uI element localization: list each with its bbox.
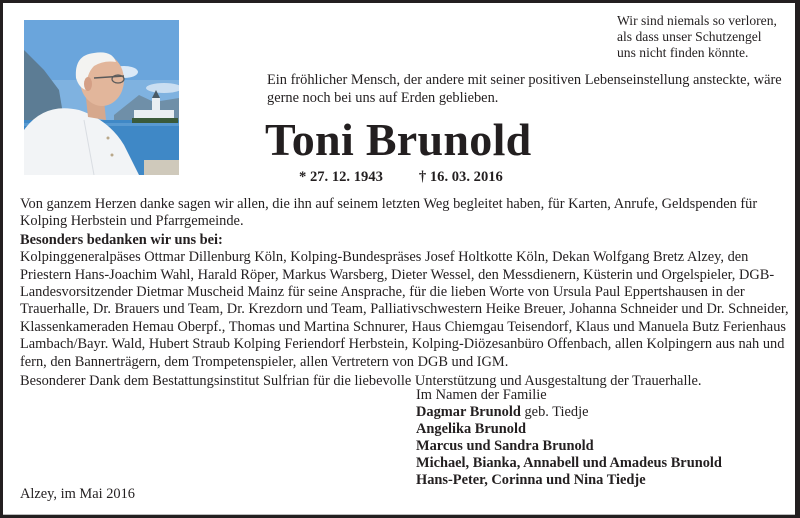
thanks-list: Kolpinggeneralpäses Ottmar Dillenburg Köln, Kolping-Bundespräses Josef Holtkotte Köln, Dekan Wolfgang Bretz Alzey, den Priestern Hans-Joachim Wahl, Harald Röper, Markus Warsberg, Dieter Wessel, den Messdienern, Küsterin und Orgelspieler, DGB-Landesvorsitzender Dietmar Muscheid Mainz für seine Ansprache, für die lieben Worte von Ursula Paul Eppertshausen in der Trauerhalle, Dr. Brauers und Team, Dr. Krezdorn und Team, Palliativschwestern Heike Breuer, Johanna Schneider und Dr. Schneider, Klassenkameraden Hemau Oberpf., Thomas und Martina Schnurer, Haus Chiemgau Teisendorf, Klaus und Manuela Butz Ferienhaus Lambach/Bayr. Wald, Hubert Straub Kolping Feriendorf Herbstein, Kolping-Diözesanbüro Offenbach, allen Kolpingern aus nah und fern, den Bannerträgern, dem Trompetenspieler, allen Vertretern von DGB und IGM. bbox=[20, 249, 789, 370]
family-signature bbox=[416, 387, 722, 489]
signature-name: Marcus und Sandra Brunold bbox=[416, 438, 594, 454]
signature-name: Dagmar Brunold bbox=[416, 404, 521, 420]
signature-name-suffix: geb. Tiedje bbox=[520, 404, 589, 420]
signature-name: Michael, Bianka, Annabell und Amadeus Brunold bbox=[416, 455, 722, 471]
signature-line bbox=[416, 404, 722, 421]
place-date: Alzey, im Mai 2016 bbox=[20, 486, 135, 502]
portrait-image bbox=[24, 20, 179, 175]
birth-date: * 27. 12. 1943 bbox=[299, 169, 383, 185]
intro-text: Ein fröhlicher Mensch, der andere mit seiner positiven Lebenseinstellung ansteckte, wäre gerne noch bei uns auf Erden geblieben. bbox=[267, 72, 782, 106]
signature-name: Angelika Brunold bbox=[416, 421, 526, 437]
gratitude-paragraph: Von ganzem Herzen danke sagen wir allen, die ihn auf seinem letzten Weg begleitet haben, für Karten, Anrufe, Geldspenden für Kolping Herbstein und Pfarrgemeinde. bbox=[20, 196, 758, 230]
motto-line: als dass unser Schutzengel bbox=[617, 29, 762, 44]
signature-name: Hans-Peter, Corinna und Nina Tiedje bbox=[416, 472, 646, 488]
motto-quote bbox=[617, 13, 797, 61]
obituary-notice bbox=[3, 3, 795, 515]
portrait-photo bbox=[24, 20, 179, 175]
motto-line: Wir sind niemals so verloren, bbox=[617, 13, 777, 28]
thanks-body bbox=[20, 196, 790, 390]
special-thanks: Besonderer Dank dem Bestattungsinstitut Sulfrian für die liebevolle Unterstützung und Ausgestaltung der Trauerhalle. bbox=[20, 373, 702, 390]
deceased-name: Toni Brunold bbox=[265, 114, 532, 165]
life-dates bbox=[299, 168, 503, 186]
signature-intro: Im Namen der Familie bbox=[416, 387, 547, 403]
thanks-heading: Besonders bedanken wir uns bei: bbox=[20, 231, 223, 248]
motto-line: uns nicht finden könnte. bbox=[617, 45, 749, 60]
death-date: † 16. 03. 2016 bbox=[418, 169, 503, 185]
